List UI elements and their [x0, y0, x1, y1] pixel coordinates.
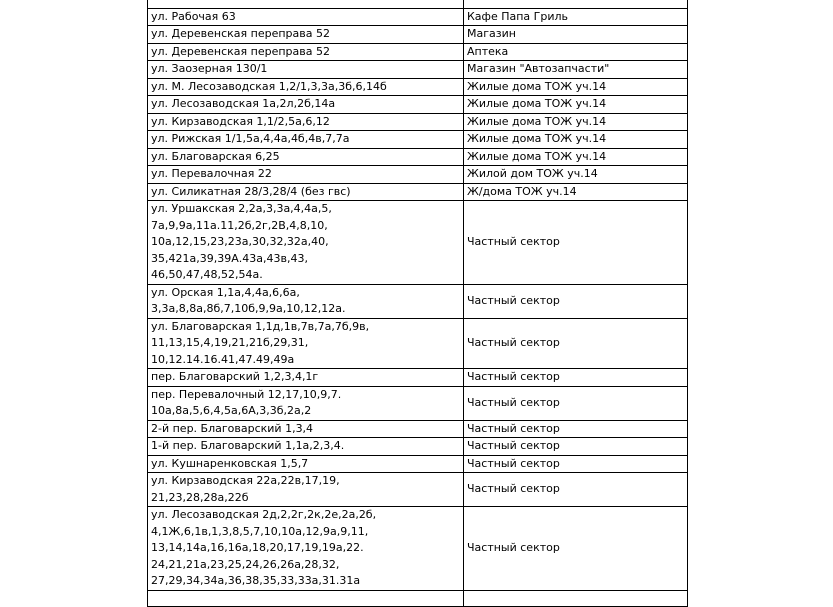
table-row — [148, 438, 688, 456]
address-cell: ул. Кирзаводская 22а,22в,17,19, 21,23,28,28а,22б — [148, 473, 464, 507]
object-cell: Частный сектор — [464, 507, 688, 591]
table-row — [148, 318, 688, 369]
object-cell: Жилые дома ТОЖ уч.14 — [464, 148, 688, 166]
address-cell: ул. Деревенская переправа 52 — [148, 26, 464, 44]
table-row — [148, 201, 688, 285]
object-cell — [464, 0, 688, 8]
table-row — [148, 131, 688, 149]
address-cell: 2-й пер. Благоварский 1,3,4 — [148, 420, 464, 438]
table-row — [148, 8, 688, 26]
object-cell: Кафе Папа Гриль — [464, 8, 688, 26]
object-cell: Частный сектор — [464, 438, 688, 456]
object-cell: Магазин "Автозапчасти" — [464, 61, 688, 79]
table-row — [148, 420, 688, 438]
table-row — [148, 455, 688, 473]
table-row — [148, 43, 688, 61]
address-cell: ул. Деревенская переправа 52 — [148, 43, 464, 61]
object-cell: Жилые дома ТОЖ уч.14 — [464, 78, 688, 96]
table-row — [148, 369, 688, 387]
object-cell: Частный сектор — [464, 201, 688, 285]
address-cell: ул. Благоварская 6,25 — [148, 148, 464, 166]
object-cell: Жилые дома ТОЖ уч.14 — [464, 131, 688, 149]
object-cell — [464, 590, 688, 607]
table-row — [148, 284, 688, 318]
table-row — [148, 96, 688, 114]
object-cell: Частный сектор — [464, 473, 688, 507]
object-cell: Частный сектор — [464, 284, 688, 318]
addresses-table — [147, 0, 688, 607]
table-row — [148, 386, 688, 420]
addresses-table-body — [148, 0, 688, 607]
address-cell: ул. Перевалочная 22 — [148, 166, 464, 184]
object-cell: Частный сектор — [464, 420, 688, 438]
address-cell: ул. Кушнаренковская 1,5,7 — [148, 455, 464, 473]
address-cell: ул. Рижская 1/1,5а,4,4а,4б,4в,7,7а — [148, 131, 464, 149]
address-cell: ул. Рабочая 63 — [148, 8, 464, 26]
table-row — [148, 183, 688, 201]
table-row — [148, 473, 688, 507]
table-row — [148, 590, 688, 607]
address-cell: ул. Орская 1,1а,4,4а,6,6а, 3,3а,8,8а,8б,7,10б,9,9а,10,12,12а. — [148, 284, 464, 318]
table-row — [148, 113, 688, 131]
address-cell: пер. Перевалочный 12,17,10,9,7. 10а,8а,5,6,4,5а,6А,3,3б,2а,2 — [148, 386, 464, 420]
object-cell: Частный сектор — [464, 386, 688, 420]
table-row — [148, 148, 688, 166]
object-cell: Аптека — [464, 43, 688, 61]
table-row — [148, 78, 688, 96]
object-cell: Частный сектор — [464, 369, 688, 387]
table-row — [148, 61, 688, 79]
table-row — [148, 0, 688, 8]
object-cell: Жилой дом ТОЖ уч.14 — [464, 166, 688, 184]
address-cell: ул. М. Лесозаводская 1,2/1,3,3а,3б,6,14б — [148, 78, 464, 96]
address-cell: ул. Силикатная 28/3,28/4 (без гвс) — [148, 183, 464, 201]
object-cell: Жилые дома ТОЖ уч.14 — [464, 113, 688, 131]
address-cell: ул. Лесозаводская 1а,2л,2б,14а — [148, 96, 464, 114]
object-cell: Ж/дома ТОЖ уч.14 — [464, 183, 688, 201]
address-cell: ул. Кирзаводская 1,1/2,5а,6,12 — [148, 113, 464, 131]
object-cell: Частный сектор — [464, 455, 688, 473]
address-cell — [148, 590, 464, 607]
table-row — [148, 166, 688, 184]
address-cell: 1-й пер. Благоварский 1,1а,2,3,4. — [148, 438, 464, 456]
address-cell: ул. Уршакская 2,2а,3,3а,4,4а,5, 7а,9,9а,11а.11,2б,2г,2В,4,8,10, 10а,12,15,23,23а,30,32,32а,40, 35,421а,39,39А.43а,43в,43, 46,50,47,48,52,54а. — [148, 201, 464, 285]
table-row — [148, 26, 688, 44]
object-cell: Магазин — [464, 26, 688, 44]
table-row — [148, 507, 688, 591]
address-cell: ул. Лесозаводская 2д,2,2г,2к,2е,2а,2б, 4,1Ж,6,1в,1,3,8,5,7,10,10а,12,9а,9,11, 13,14,14а,16,16а,18,20,17,19,19а,22. 24,21,21а,23,25,24,26,26а,28,32, 27,29,34,34а,36,38,35,33,33а,31.31а — [148, 507, 464, 591]
address-cell: пер. Благоварский 1,2,3,4,1г — [148, 369, 464, 387]
object-cell: Жилые дома ТОЖ уч.14 — [464, 96, 688, 114]
address-cell — [148, 0, 464, 8]
address-cell: ул. Благоварская 1,1д,1в,7в,7а,7б,9в, 11,13,15,4,19,21,21б,29,31, 10,12.14.16.41,47.49,49а — [148, 318, 464, 369]
object-cell: Частный сектор — [464, 318, 688, 369]
address-cell: ул. Заозерная 130/1 — [148, 61, 464, 79]
